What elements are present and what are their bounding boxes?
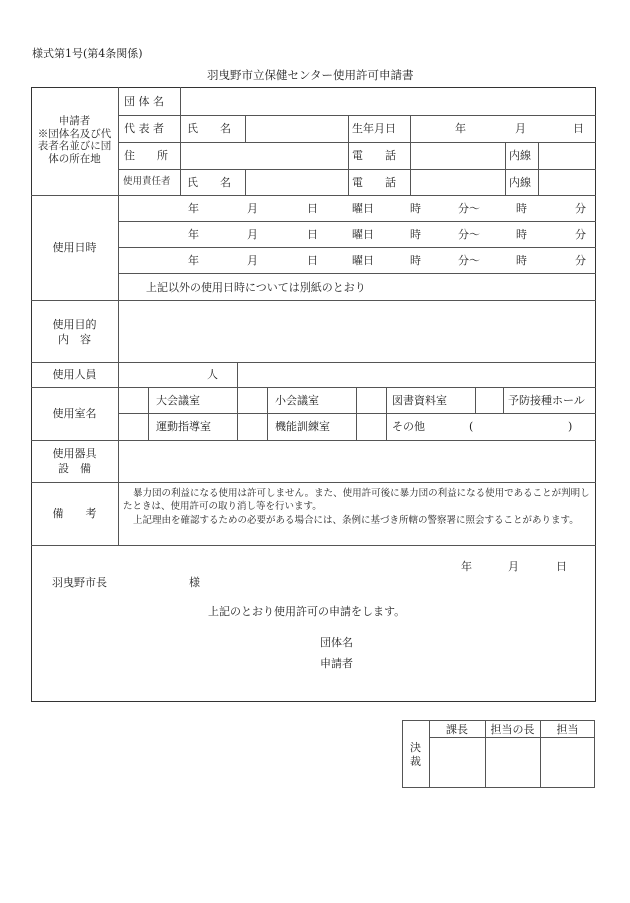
divider xyxy=(118,247,596,248)
applicant-label-line: 体の所在地 xyxy=(48,152,101,165)
approval-header-staff: 担当 xyxy=(556,723,579,736)
dt-year: 年 xyxy=(188,228,199,241)
label-column-line xyxy=(118,87,119,545)
dt-hour: 時 xyxy=(410,228,421,241)
dt-hour: 時 xyxy=(410,202,421,215)
footer-year: 年 xyxy=(461,560,472,573)
mayor-label: 羽曳野市長 xyxy=(52,576,107,589)
divider xyxy=(31,362,596,363)
dt-hour-to: 時 xyxy=(516,202,527,215)
dt-month: 月 xyxy=(247,254,258,267)
divider-v xyxy=(356,387,357,440)
divider xyxy=(31,195,596,196)
form-number: 様式第1号(第4条関係) xyxy=(32,47,143,60)
applicant-label-line: 表者名並びに団 xyxy=(37,140,112,152)
people-unit: 人 xyxy=(207,368,218,381)
representative-label: 代 表 者 xyxy=(124,122,164,135)
footer-month: 月 xyxy=(508,560,519,573)
dt-day: 日 xyxy=(307,228,318,241)
remarks-text-2: 上記理由を確認するための必要がある場合には、条例に基づき所轄の警察署に照会することがあります。 xyxy=(133,515,579,526)
approval-label-2: 裁 xyxy=(410,755,421,768)
dt-day: 日 xyxy=(307,254,318,267)
divider xyxy=(118,413,596,414)
divider xyxy=(118,221,596,222)
divider xyxy=(31,482,596,483)
room-other-paren-open: ( xyxy=(469,420,474,433)
application-statement: 上記のとおり使用許可の申請をします。 xyxy=(208,605,406,618)
room-other: その他 xyxy=(392,420,425,433)
room-vaccination-hall: 予防接種ホール xyxy=(508,394,585,407)
divider xyxy=(429,737,595,738)
divider xyxy=(118,115,596,116)
responsible-person-label: 使用責任者 xyxy=(123,176,171,187)
divider-v xyxy=(348,115,349,195)
room-library: 図書資料室 xyxy=(392,394,447,407)
rep-name-label: 氏 名 xyxy=(187,122,231,135)
birthdate-label: 生年月日 xyxy=(352,122,396,135)
divider-v xyxy=(267,387,268,440)
birth-year-unit: 年 xyxy=(455,122,466,135)
responsible-phone-label: 電 話 xyxy=(352,176,396,189)
footer-day: 日 xyxy=(556,560,567,573)
divider xyxy=(118,169,596,170)
room-large-conference: 大会議室 xyxy=(156,394,200,407)
birth-day-unit: 日 xyxy=(573,122,584,135)
dt-minute-from: 分〜 xyxy=(458,202,480,215)
datetime-label: 使用日時 xyxy=(52,241,97,254)
divider-v xyxy=(386,387,387,440)
dt-minute-from: 分〜 xyxy=(458,228,480,241)
divider-v xyxy=(237,362,238,387)
divider-v xyxy=(180,87,181,195)
approval-label-1: 決 xyxy=(410,741,421,754)
approval-header-section-chief: 課長 xyxy=(446,723,468,736)
divider-v xyxy=(505,142,506,195)
dt-hour: 時 xyxy=(410,254,421,267)
dt-minute-from: 分〜 xyxy=(458,254,480,267)
remarks-label: 備 考 xyxy=(52,507,97,520)
divider-v xyxy=(538,142,539,195)
datetime-note: 上記以外の使用日時については別紙のとおり xyxy=(146,281,366,294)
org-name-signature-label: 団体名 xyxy=(320,636,353,649)
responsible-extension-label: 内線 xyxy=(509,176,531,189)
honorific: 様 xyxy=(189,576,200,589)
phone-label: 電 話 xyxy=(352,149,396,162)
applicant-section-label xyxy=(31,115,118,165)
purpose-label-line1: 使用目的 xyxy=(52,318,97,331)
remarks-text-1: 暴力団の利益になる使用は許可しません。また、使用許可後に暴力団の利益になる使用であることが判明したときは、使用許可の取り消し等を行います。 xyxy=(123,488,590,512)
divider xyxy=(118,273,596,274)
people-label: 使用人員 xyxy=(52,368,97,381)
equipment-label-line2: 設 備 xyxy=(58,462,91,475)
dt-weekday: 曜日 xyxy=(352,228,374,241)
dt-weekday: 曜日 xyxy=(352,202,374,215)
approval-header-chief-in-charge: 担当の長 xyxy=(490,723,535,736)
divider-v xyxy=(148,387,149,440)
dt-year: 年 xyxy=(188,202,199,215)
divider-v xyxy=(245,115,246,142)
divider-v xyxy=(245,169,246,195)
dt-hour-to: 時 xyxy=(516,254,527,267)
extension-label: 内線 xyxy=(509,149,531,162)
birth-month-unit: 月 xyxy=(515,122,526,135)
dt-weekday: 曜日 xyxy=(352,254,374,267)
room-exercise-guidance: 運動指導室 xyxy=(156,420,211,433)
divider-v xyxy=(475,387,476,413)
responsible-name-label: 氏 名 xyxy=(187,176,231,189)
divider xyxy=(31,387,596,388)
room-other-paren-close: ) xyxy=(568,420,573,433)
dt-month: 月 xyxy=(247,228,258,241)
dt-minute-to: 分 xyxy=(575,202,586,215)
equipment-label-line1: 使用器具 xyxy=(52,447,97,460)
divider-v xyxy=(503,387,504,413)
address-label: 住 所 xyxy=(124,149,168,162)
applicant-signature-label: 申請者 xyxy=(320,657,353,670)
form-title: 羽曳野市立保健センター使用許可申請書 xyxy=(207,68,414,82)
purpose-label-line2: 内 容 xyxy=(58,333,91,346)
applicant-label-line: ※団体名及び代 xyxy=(37,127,112,140)
dt-hour-to: 時 xyxy=(516,228,527,241)
room-small-conference: 小会議室 xyxy=(275,394,319,407)
divider xyxy=(31,440,596,441)
divider xyxy=(31,300,596,301)
dt-year: 年 xyxy=(188,254,199,267)
divider xyxy=(118,142,596,143)
divider-v xyxy=(237,387,238,440)
divider-v xyxy=(410,115,411,195)
divider xyxy=(31,545,596,546)
applicant-label-line: 申請者 xyxy=(58,115,91,127)
room-function-training: 機能訓練室 xyxy=(275,420,330,433)
rooms-label: 使用室名 xyxy=(52,407,97,420)
dt-minute-to: 分 xyxy=(575,254,586,267)
dt-minute-to: 分 xyxy=(575,228,586,241)
org-name-label: 団 体 名 xyxy=(124,95,164,108)
dt-day: 日 xyxy=(307,202,318,215)
dt-month: 月 xyxy=(247,202,258,215)
